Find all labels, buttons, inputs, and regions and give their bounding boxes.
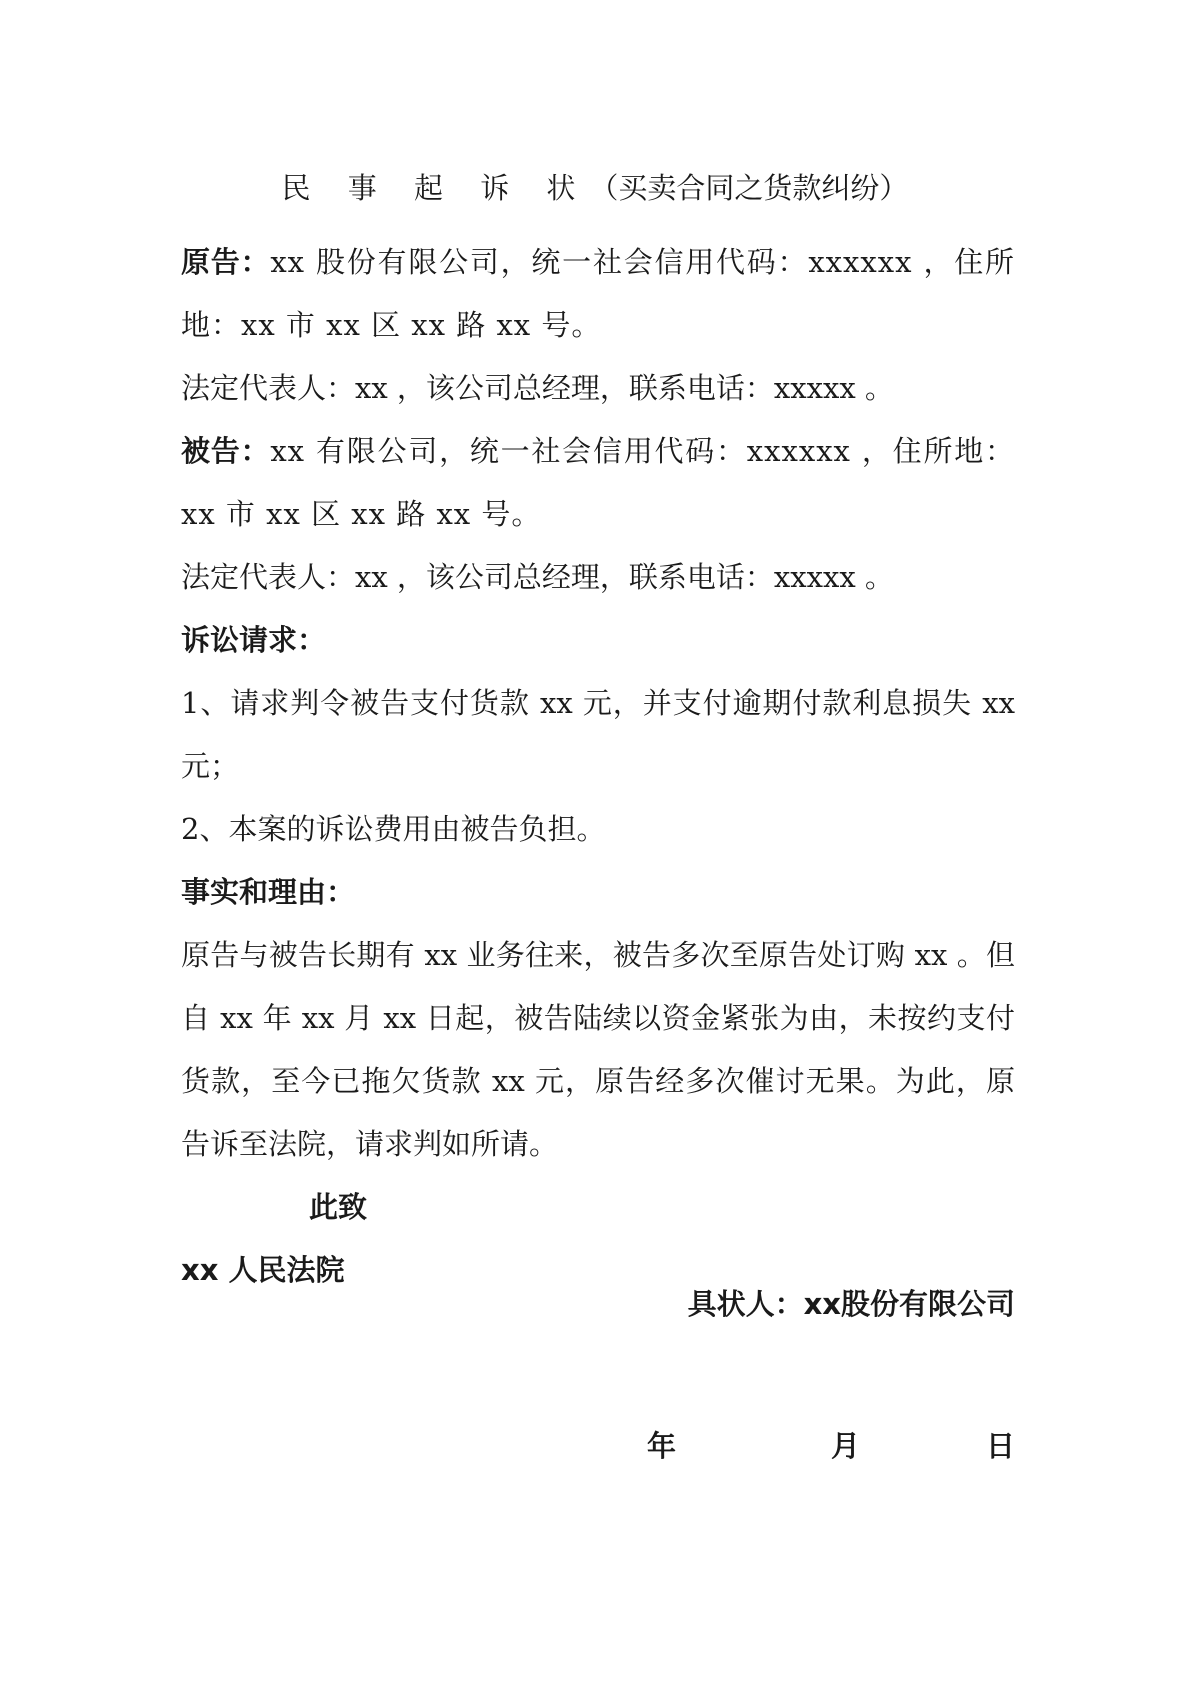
title-main: 民 事 起 诉 状 [281, 171, 590, 205]
date-day-label: 日 [986, 1429, 1016, 1463]
date-month-label: 月 [831, 1429, 861, 1463]
salutation: 此致 [309, 1190, 368, 1224]
document-title [0, 168, 1190, 208]
court-name: xx 人民法院 [181, 1253, 345, 1287]
date-year-label: 年 [647, 1429, 677, 1463]
document-body [181, 231, 1015, 1302]
plaintiff-label: 原告： [181, 245, 271, 279]
defendant-representative: 法定代表人：xx ，该公司总经理，联系电话：xxxxx 。 [181, 560, 894, 594]
title-sub: （买卖合同之货款纠纷） [589, 171, 909, 205]
facts-heading: 事实和理由： [181, 875, 356, 909]
facts-paragraph: 原告与被告长期有 xx 业务往来，被告多次至原告处订购 xx 。但自 xx 年 xx 月 xx 日起，被告陆续以资金紧张为由，未按约支付货款，至今已拖欠货款 xx 元，原告经多次催讨无果。为此，原告诉至法院，请求判如所请。 [181, 938, 1015, 1161]
defendant-paragraph [181, 420, 1015, 546]
defendant-text: xx 有限公司，统一社会信用代码：xxxxxx ，住所地：xx 市 xx 区 xx 路 xx 号。 [181, 434, 1015, 531]
claims-heading: 诉讼请求： [181, 623, 327, 657]
claim-item: 2、本案的诉讼费用由被告负担。 [181, 812, 606, 846]
defendant-label: 被告： [181, 434, 271, 468]
plaintiff-paragraph [181, 231, 1015, 357]
claim-item: 1、请求判令被告支付货款 xx 元，并支付逾期付款利息损失 xx 元； [181, 686, 1015, 783]
plaintiff-text: xx 股份有限公司，统一社会信用代码：xxxxxx ，住所地：xx 市 xx 区 xx 路 xx 号。 [181, 245, 1015, 342]
plaintiff-representative: 法定代表人：xx ，该公司总经理，联系电话：xxxxx 。 [181, 371, 894, 405]
signature: 具状人：xx股份有限公司 [687, 1287, 1015, 1321]
